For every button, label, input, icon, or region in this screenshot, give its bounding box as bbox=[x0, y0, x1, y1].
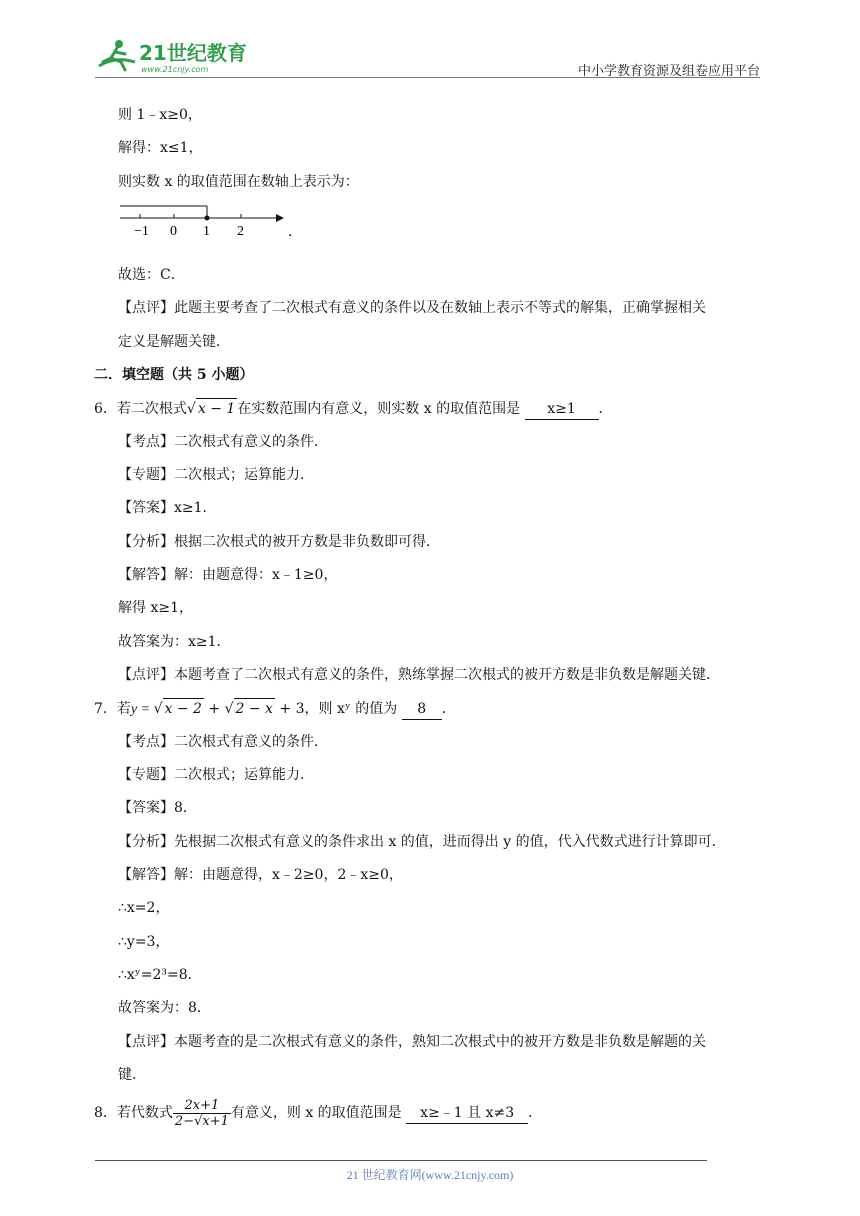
text-line: ∴y=3， bbox=[118, 934, 170, 950]
q7-plus-3: + 3 bbox=[274, 701, 305, 717]
comment-line: 键． bbox=[118, 1067, 146, 1083]
header-platform-title: 中小学教育资源及组卷应用平台 bbox=[577, 64, 760, 79]
logo-url: www.21cnjy.com bbox=[141, 65, 209, 74]
q8-fraction bbox=[173, 1098, 231, 1129]
text-line: ∴xʸ=2³=8． bbox=[118, 967, 202, 983]
q8-numerator: 2x+1 bbox=[173, 1098, 231, 1114]
logo-text: 21世纪教育 bbox=[139, 41, 247, 65]
period: ． bbox=[288, 225, 302, 240]
q8-prefix: 8．若代数式 bbox=[94, 1105, 173, 1121]
q6-prefix: 6．若二次根式 bbox=[94, 401, 187, 417]
text-line: ∴x=2， bbox=[118, 900, 170, 916]
text-line: 【专题】二次根式；运算能力． bbox=[118, 467, 314, 483]
q7-prefix: 7．若 bbox=[94, 701, 131, 717]
comment-line: 【点评】本题考查了二次根式有意义的条件，熟练掌握二次根式的被开方数是非负数是解题关键． bbox=[118, 667, 720, 683]
sqrt-icon: √ bbox=[186, 401, 196, 417]
text-line: 【考点】二次根式有意义的条件． bbox=[118, 734, 328, 750]
tick-label: 0 bbox=[170, 224, 177, 239]
comment-line: 【点评】本题考查的是二次根式有意义的条件，熟知二次根式中的被开方数是非负数是解题的关 bbox=[118, 1034, 706, 1050]
section-heading: 二．填空题（共 5 小题） bbox=[94, 367, 254, 383]
q7-end: ． bbox=[441, 701, 456, 717]
question-7 bbox=[94, 698, 456, 720]
question-8 bbox=[94, 1095, 542, 1131]
number-line bbox=[118, 200, 302, 240]
q7-radicand-2: 2 − x bbox=[234, 698, 275, 719]
header-divider bbox=[95, 77, 760, 78]
text-line: 故答案为：8． bbox=[118, 1000, 211, 1016]
comment-line: 【点评】此题主要考查了二次根式有意义的条件以及在数轴上表示不等式的解集，正确掌握相关 bbox=[118, 300, 706, 316]
text-line: 【分析】根据二次根式的被开方数是非负数即可得． bbox=[118, 534, 440, 550]
text-line: 【分析】先根据二次根式有意义的条件求出 x 的值，进而得出 y 的值，代入代数式进行计算即可． bbox=[118, 834, 726, 850]
q8-text: 有意义，则 x 的取值范围是 bbox=[230, 1105, 402, 1121]
tick-label: 2 bbox=[237, 224, 244, 239]
q6-end: ． bbox=[598, 401, 613, 417]
question-6 bbox=[94, 398, 613, 420]
text-line: 解得：x≤1， bbox=[118, 140, 203, 156]
text-line: 【答案】8． bbox=[118, 800, 197, 816]
logo-21cnjy bbox=[95, 36, 275, 76]
q6-answer-blank: x≥1 bbox=[525, 399, 599, 420]
q7-text: ，则 xʸ 的值为 bbox=[304, 701, 398, 717]
q7-y: y = bbox=[130, 702, 154, 717]
text-line: 【答案】x≥1． bbox=[118, 500, 217, 516]
q7-radicand-1: x − 2 bbox=[163, 698, 204, 719]
text-line: 故答案为：x≥1． bbox=[118, 634, 231, 650]
text-line: 【专题】二次根式；运算能力． bbox=[118, 767, 314, 783]
text-line: 【解答】解：由题意得：x﹣1≥0， bbox=[118, 567, 338, 583]
q6-radicand: x − 1 bbox=[196, 398, 237, 419]
q8-end: ． bbox=[528, 1105, 543, 1121]
text-line: 则实数 x 的取值范围在数轴上表示为： bbox=[118, 174, 359, 190]
q8-answer-blank: x≥﹣1 且 x≠3 bbox=[406, 1103, 528, 1124]
sqrt-icon: √ bbox=[153, 701, 163, 717]
text-line: 故选：C． bbox=[118, 267, 185, 283]
page-footer: 21 世纪教育网(www.21cnjy.com) bbox=[346, 1168, 514, 1182]
tick-label: 1 bbox=[203, 224, 210, 239]
footer-divider bbox=[95, 1160, 707, 1161]
text-line: 【解答】解：由题意得，x﹣2≥0，2﹣x≥0， bbox=[118, 867, 403, 883]
text-line: 则 1﹣x≥0， bbox=[118, 107, 202, 123]
page-header bbox=[95, 30, 760, 78]
sqrt-icon: √ bbox=[224, 701, 234, 717]
q6-text: 在实数范围内有意义，则实数 x 的取值范围是 bbox=[237, 401, 521, 417]
q7-answer-blank: 8 bbox=[402, 699, 442, 720]
text-line: 【考点】二次根式有意义的条件． bbox=[118, 434, 328, 450]
text-line: 解得 x≥1， bbox=[118, 600, 193, 616]
q7-plus: + bbox=[203, 701, 225, 717]
comment-line: 定义是解题关键． bbox=[118, 334, 230, 350]
q8-denominator: 2−√x+1 bbox=[174, 1113, 229, 1129]
tick-label: −1 bbox=[134, 224, 149, 239]
